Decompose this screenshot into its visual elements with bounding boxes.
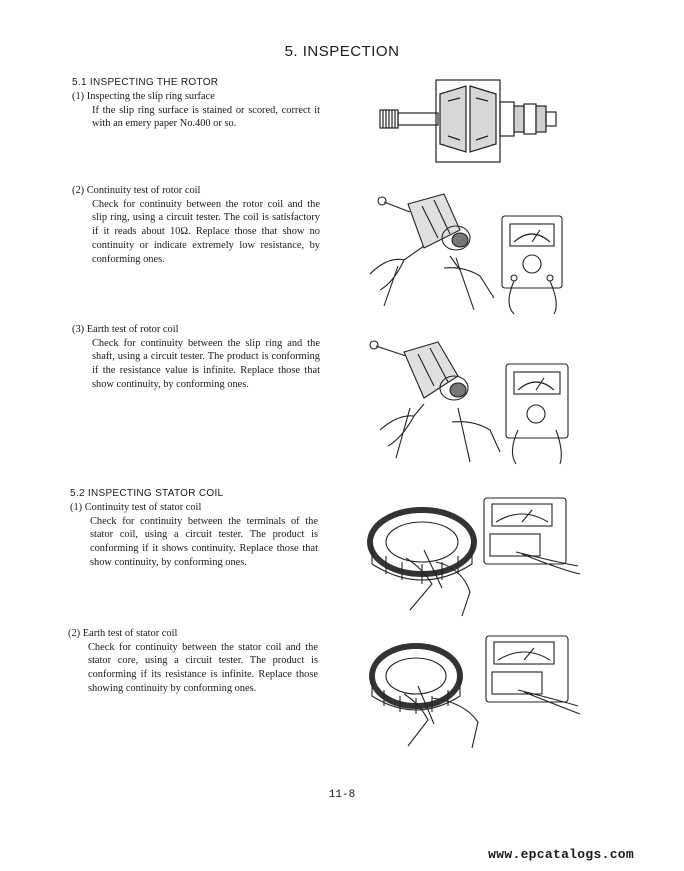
step-number: (3)	[72, 324, 85, 335]
step-title: Earth test of rotor coil	[86, 324, 179, 335]
step-stator-coil-earth	[68, 627, 318, 696]
step-rotor-coil-continuity	[72, 184, 320, 266]
stator-earth-test-illustration	[368, 632, 586, 750]
step-number: (2)	[72, 185, 85, 196]
step-title: Continuity test of rotor coil	[86, 185, 201, 196]
step-stator-coil-continuity	[70, 501, 318, 570]
step-body: Check for continuity between the slip ring and the shaft, using a circuit tester. The product is conforming if the resistance value is infinite. Replace those that show continuity, by conforming ones.	[92, 337, 320, 390]
step-title: Earth test of stator coil	[82, 628, 178, 639]
step-body: If the slip ring surface is stained or scored, correct it with an emery paper No.400 or so.	[92, 104, 320, 130]
step-number: (1)	[72, 91, 85, 102]
step-body: Check for continuity between the terminals of the stator coil, using a circuit tester. The product is conforming if it shows continuity. Replace those that show continuity, by conforming ones.	[90, 515, 318, 568]
footer-url[interactable]: www.epcatalogs.com	[488, 847, 634, 862]
page-title: 5. INSPECTION	[284, 43, 400, 60]
step-title: Inspecting the slip ring surface	[86, 91, 215, 102]
step-number: (1)	[70, 502, 83, 513]
step-slip-ring-surface	[72, 90, 320, 131]
stator-continuity-test-illustration	[366, 492, 586, 618]
section-heading-rotor: 5.1 INSPECTING THE ROTOR	[72, 77, 219, 88]
step-body: Check for continuity between the stator coil and the stator core, using a circuit tester. The product is conforming if its resistance is infinite. Replace those showing continuity by conforming ones.	[88, 641, 318, 694]
step-number: (2)	[68, 628, 81, 639]
rotor-earth-test-illustration	[366, 334, 572, 466]
page-number: 11-8	[328, 789, 356, 801]
rotor-continuity-test-illustration	[364, 186, 570, 316]
step-body: Check for continuity between the rotor coil and the slip ring, using a circuit tester. The coil is satisfactory if it reads about 10Ω. Replace those that show no continuity or indicate extremely low resistance, by conforming ones.	[92, 198, 320, 265]
step-rotor-coil-earth	[72, 323, 320, 392]
section-heading-stator: 5.2 INSPECTING STATOR COIL	[70, 488, 224, 499]
rotor-side-view-illustration	[378, 76, 558, 168]
step-title: Continuity test of stator coil	[84, 502, 202, 513]
